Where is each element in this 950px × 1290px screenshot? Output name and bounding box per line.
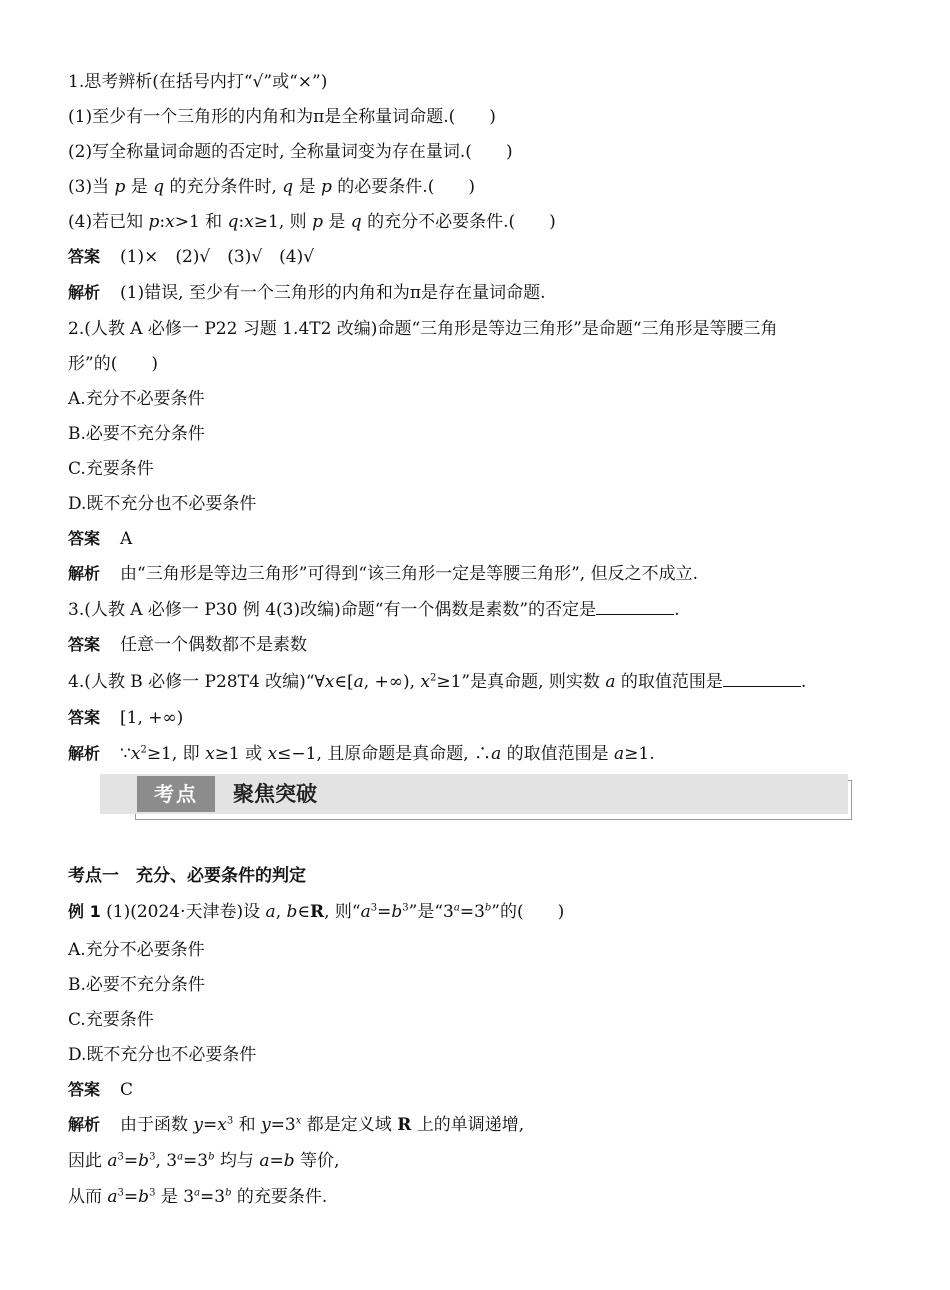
q2-option-b	[68, 422, 890, 446]
answer-label: 答案	[68, 529, 101, 548]
q2-prompt-2	[68, 352, 890, 376]
t: 等价,	[294, 1151, 340, 1171]
var-p: p	[312, 212, 323, 232]
exponent: 3	[149, 1187, 156, 1199]
t: ≥1.	[624, 744, 655, 764]
var-p: p	[321, 177, 332, 197]
exponent: 3	[226, 1115, 234, 1127]
t: ≥1”是真命题, 则实数	[436, 672, 606, 692]
t: 从而	[68, 1187, 108, 1207]
set-R: R	[397, 1115, 412, 1135]
ex1-prompt	[68, 900, 890, 924]
var-x: x	[324, 672, 335, 692]
var-b: b	[391, 902, 403, 922]
var-x: x	[130, 744, 141, 764]
var-a: a	[491, 744, 502, 764]
ex1-analysis	[68, 1113, 890, 1137]
exponent: a	[453, 902, 460, 914]
analysis-text: (1)错误, 至少有一个三角形的内角和为π是存在量词命题.	[120, 283, 546, 303]
exponent: b	[225, 1187, 232, 1199]
exponent: b	[484, 902, 492, 914]
q1-item-4	[68, 210, 890, 234]
analysis-label: 解析	[68, 744, 101, 763]
exponent: a	[194, 1187, 201, 1199]
var-a: a	[265, 902, 276, 922]
var-x: x	[420, 672, 430, 692]
q1-answer	[68, 245, 890, 269]
t: (4)若已知	[68, 212, 149, 232]
exponent: x	[295, 1115, 302, 1127]
exponent: 3	[117, 1187, 124, 1199]
t: 上的单调递增,	[411, 1115, 525, 1135]
section-banner	[100, 774, 850, 820]
answer-text: A	[120, 529, 133, 549]
q4-prompt	[68, 670, 890, 694]
t: 4.(人教 B 必修一 P28T4 改编)“∀	[68, 672, 325, 692]
t: =	[123, 1151, 139, 1171]
t: 和	[233, 1115, 262, 1135]
t: >1 和	[174, 212, 228, 232]
var-p: p	[148, 212, 160, 232]
t: ≥1 或	[214, 744, 268, 764]
exponent: 3	[149, 1151, 156, 1163]
q1-prompt	[68, 70, 890, 94]
q2-option-d	[68, 492, 890, 516]
exponent: 3	[370, 902, 378, 914]
ex1-option-b	[68, 973, 890, 997]
analysis-label: 解析	[68, 564, 101, 583]
t: 的必要条件.(	[331, 177, 435, 197]
q1-item-1-close: )	[489, 107, 496, 127]
ex1-analysis-2	[68, 1149, 890, 1173]
var-q: q	[227, 212, 239, 232]
t: =3	[200, 1187, 226, 1207]
exponent: 2	[429, 672, 437, 684]
var-p: p	[114, 177, 126, 197]
var-a: a	[353, 672, 364, 692]
t: =	[269, 1151, 284, 1171]
var-a: a	[360, 902, 371, 922]
t: 的充分不必要条件.(	[361, 212, 516, 232]
set-R: R	[309, 902, 325, 922]
t: , +∞),	[363, 672, 421, 692]
var-q: q	[350, 212, 362, 232]
var-x: x	[244, 212, 254, 232]
q1-item-2-text: (2)写全称量词命题的否定时, 全称量词变为存在量词.(	[68, 142, 472, 162]
t: 是	[322, 212, 351, 232]
t: 由于函数	[120, 1115, 194, 1135]
ex1-option-a	[68, 938, 890, 962]
exponent: 3	[402, 902, 409, 914]
t: 都是定义域	[301, 1115, 398, 1135]
t: ≤−1, 且原命题是真命题, ∴	[277, 744, 492, 764]
t: ,	[275, 902, 287, 922]
t: :	[159, 212, 166, 232]
q2-analysis	[68, 562, 890, 586]
answer-blank	[723, 670, 801, 687]
var-b: b	[283, 1151, 295, 1171]
t: 是 3	[155, 1187, 195, 1207]
t: 均与	[214, 1151, 260, 1171]
t: ∵	[120, 744, 131, 764]
t: ∈	[297, 902, 310, 922]
exponent: b	[208, 1151, 215, 1163]
answer-blank	[596, 598, 674, 615]
q1-prompt-text: 1.思考辨析(在括号内打“√”或“×”)	[68, 72, 328, 92]
ex1-answer	[68, 1078, 890, 1102]
t: :	[238, 212, 245, 232]
ex1-option-d	[68, 1043, 890, 1067]
q2-answer	[68, 527, 890, 551]
q3-prompt-text: 3.(人教 A 必修一 P30 例 4(3)改编)命题“有一个偶数是素数”的否定是	[68, 600, 597, 620]
answer-label: 答案	[68, 247, 101, 266]
t: 因此	[68, 1151, 108, 1171]
answer-text: C	[120, 1080, 134, 1100]
exponent: 2	[140, 744, 147, 756]
var-a: a	[107, 1187, 118, 1207]
option-text: B.必要不充分条件	[68, 424, 205, 444]
t: =	[377, 902, 392, 922]
ex1-analysis-3	[68, 1185, 890, 1209]
option-text: D.既不充分也不必要条件	[68, 494, 257, 514]
var-b: b	[286, 902, 298, 922]
var-q: q	[282, 177, 294, 197]
q2-prompt	[68, 317, 890, 341]
analysis-text: 由“三角形是等边三角形”可得到“该三角形一定是等腰三角形”, 但反之不成立.	[120, 564, 698, 584]
t: , 则“	[324, 902, 361, 922]
analysis-label: 解析	[68, 1115, 101, 1134]
var-x: x	[267, 744, 278, 764]
q4-end: .	[800, 672, 807, 692]
q2-prompt-line2: 形”的(	[68, 354, 118, 374]
q3-prompt	[68, 598, 890, 622]
option-text: C.充要条件	[68, 1010, 154, 1030]
q1-item-2-close: )	[505, 142, 513, 162]
option-text: A.充分不必要条件	[68, 389, 205, 409]
t: ≥1, 即	[146, 744, 206, 764]
var-a: a	[107, 1151, 118, 1171]
answer-label: 答案	[68, 708, 101, 727]
section-heading-text: 考点一 充分、必要条件的判定	[68, 866, 306, 886]
t: (1)(2024·天津卷)设	[100, 902, 266, 922]
exponent: a	[177, 1151, 184, 1163]
q2-prompt-line1: 2.(人教 A 必修一 P22 习题 1.4T2 改编)命题“三角形是等边三角形”是命题“三角形是等腰三角	[68, 319, 778, 339]
q2-close: )	[151, 354, 158, 374]
t: 的取值范围是	[501, 744, 615, 764]
t: ≥1, 则	[253, 212, 313, 232]
option-text: C.充要条件	[68, 459, 154, 479]
t: =3	[270, 1115, 296, 1135]
ex1-close: )	[557, 902, 565, 922]
q1-analysis	[68, 281, 890, 305]
q3-end: .	[674, 600, 680, 620]
q1-item-2	[68, 140, 890, 164]
answer-label: 答案	[68, 1080, 101, 1099]
example-label: 例 1	[68, 902, 101, 921]
t: ”是“3	[408, 902, 454, 922]
answer-label: 答案	[68, 635, 101, 654]
q2-option-a	[68, 387, 890, 411]
t: 是	[125, 177, 154, 197]
var-x: x	[217, 1115, 227, 1135]
section-heading	[68, 864, 890, 888]
q1-item-4-close: )	[549, 212, 556, 232]
var-y: y	[261, 1115, 271, 1135]
answer-text: 任意一个偶数都不是素数	[120, 635, 308, 655]
t: ∈[	[334, 672, 354, 692]
t: =	[123, 1187, 139, 1207]
var-x: x	[205, 744, 215, 764]
q4-answer	[68, 706, 890, 730]
t: (3)当	[68, 177, 115, 197]
t: =	[203, 1115, 218, 1135]
q1-item-1-text: (1)至少有一个三角形的内角和为π是全称量词命题.(	[68, 107, 456, 127]
q1-item-3	[68, 175, 890, 199]
var-q: q	[153, 177, 165, 197]
q1-item-3-close: )	[468, 177, 475, 197]
analysis-label: 解析	[68, 283, 101, 302]
t: 是	[293, 177, 321, 197]
option-text: D.既不充分也不必要条件	[68, 1045, 257, 1065]
var-a: a	[614, 744, 625, 764]
var-y: y	[193, 1115, 204, 1135]
q1-item-1	[68, 105, 890, 129]
option-text: A.充分不必要条件	[68, 940, 205, 960]
option-text: B.必要不充分条件	[68, 975, 205, 995]
answer-text: (1)× (2)√ (3)√ (4)√	[120, 247, 315, 267]
q3-answer	[68, 633, 890, 657]
ex1-option-c	[68, 1008, 890, 1032]
var-a: a	[259, 1151, 270, 1171]
var-x: x	[165, 212, 175, 232]
exponent: 3	[117, 1151, 124, 1163]
t: 的取值范围是	[615, 672, 723, 692]
q2-option-c	[68, 457, 890, 481]
t: 的充要条件.	[231, 1187, 328, 1207]
t: =3	[183, 1151, 209, 1171]
q4-analysis	[68, 742, 890, 766]
t: =3	[459, 902, 485, 922]
t: , 3	[155, 1151, 178, 1171]
t: 的充分条件时,	[164, 177, 283, 197]
banner-tag: 考点	[137, 776, 215, 812]
answer-text: [1, +∞)	[120, 708, 184, 728]
var-b: b	[138, 1151, 150, 1171]
t: ”的(	[491, 902, 524, 922]
banner-title: 聚焦突破	[233, 782, 317, 806]
var-a: a	[605, 672, 616, 692]
var-b: b	[138, 1187, 150, 1207]
